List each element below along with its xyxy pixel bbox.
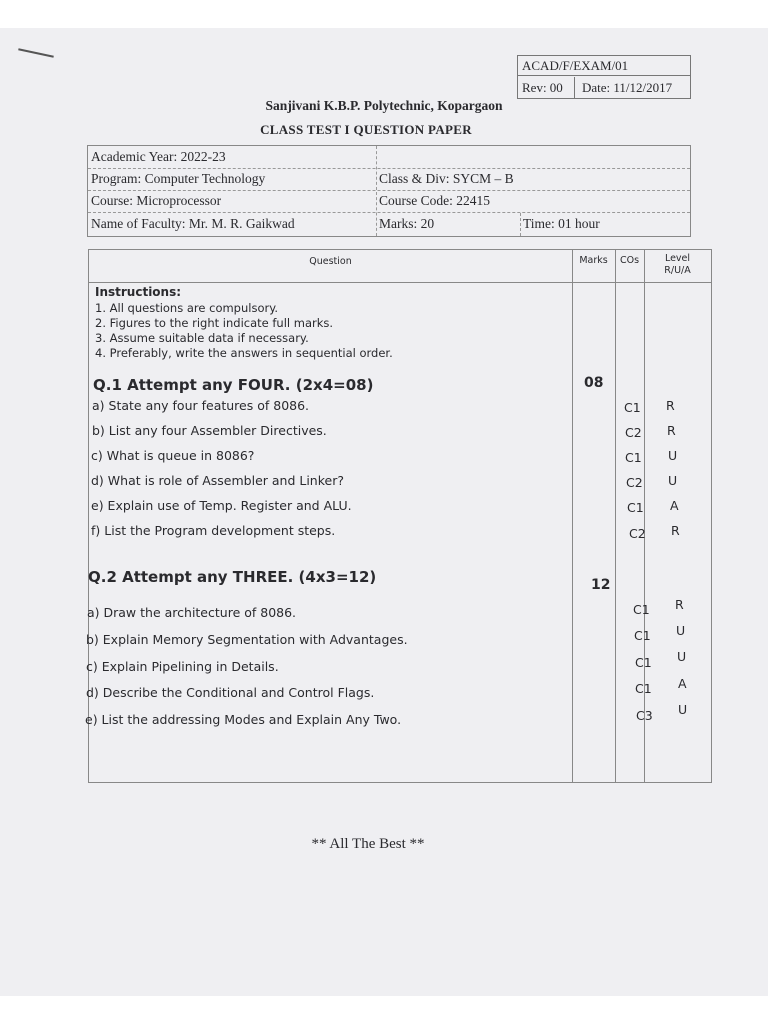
faculty: Name of Faculty: Mr. M. R. Gaikwad [91, 216, 295, 231]
q2-item-c-co: C1 [635, 655, 652, 670]
details-row [88, 213, 690, 235]
q2-item-e-level: U [678, 702, 688, 717]
q1-heading: Q.1 Attempt any FOUR. (2x4=08) [93, 376, 374, 394]
level-header: Level [664, 253, 691, 264]
q1-item-d-level: U [668, 473, 678, 488]
q1-item-a-level: R [666, 398, 675, 413]
q1-item-e-level: A [670, 498, 679, 513]
closing-note: ** All The Best ** [311, 836, 425, 852]
q1-item-c: c) What is queue in 8086? [91, 448, 255, 463]
instruction-item: 3. Assume suitable data if necessary. [95, 331, 309, 345]
q2-item-b: b) Explain Memory Segmentation with Advantages. [86, 632, 408, 647]
time-allowed: Time: 01 hour [523, 216, 600, 231]
q2-marks: 12 [591, 577, 611, 593]
q1-item-f-level: R [671, 523, 680, 538]
q1-item-b-co: C2 [625, 425, 642, 440]
q1-marks: 08 [584, 375, 604, 391]
instruction-item: 4. Preferably, write the answers in sequential order. [95, 346, 393, 360]
q1-item-f: f) List the Program development steps. [91, 523, 336, 538]
q2-item-a-level: R [675, 597, 684, 612]
instruction-item: 1. All questions are compulsory. [95, 301, 279, 315]
program: Program: Computer Technology [91, 171, 266, 186]
q1-item-d: d) What is role of Assembler and Linker? [91, 473, 344, 488]
paper-title: CLASS TEST I QUESTION PAPER [260, 122, 472, 137]
course: Course: Microprocessor [91, 193, 222, 208]
q1-item-a-co: C1 [624, 400, 641, 415]
course-code: Course Code: 22415 [379, 193, 490, 208]
institute-name: Sanjivani K.B.P. Polytechnic, Kopargaon [265, 98, 503, 113]
q2-item-d: d) Describe the Conditional and Control Flags. [86, 685, 375, 700]
details-row [88, 168, 690, 191]
details-row [88, 190, 690, 213]
level-column-line [644, 250, 645, 782]
cos-header: COs [619, 255, 640, 266]
question-header: Question [309, 256, 352, 267]
q1-item-d-co: C2 [626, 475, 643, 490]
q2-item-b-co: C1 [634, 628, 651, 643]
q1-item-a: a) State any four features of 8086. [92, 398, 310, 413]
q2-item-e-co: C3 [636, 708, 653, 723]
marks-header: Marks [579, 255, 608, 266]
marks-column-line [572, 250, 573, 782]
q2-item-c: c) Explain Pipelining in Details. [86, 659, 279, 674]
q2-item-e: e) List the addressing Modes and Explain Any Two. [85, 712, 402, 727]
instruction-item: 2. Figures to the right indicate full marks. [95, 316, 334, 330]
level-subheader: R/U/A [664, 265, 691, 276]
q1-item-e-co: C1 [627, 500, 644, 515]
q1-item-c-co: C1 [625, 450, 642, 465]
total-marks: Marks: 20 [379, 216, 435, 231]
q1-item-c-level: U [668, 448, 678, 463]
q1-item-b-level: R [667, 423, 676, 438]
q2-item-d-level: A [678, 676, 687, 691]
q1-item-f-co: C2 [629, 526, 646, 541]
form-reference-box [517, 55, 691, 99]
q1-item-b: b) List any four Assembler Directives. [92, 423, 327, 438]
q2-heading: Q.2 Attempt any THREE. (4x3=12) [88, 568, 377, 586]
form-code: ACAD/F/EXAM/01 [518, 56, 690, 76]
q2-item-d-co: C1 [635, 681, 652, 696]
cos-column-line [615, 250, 616, 782]
class-div: Class & Div: SYCM – B [379, 171, 514, 186]
q1-item-e: e) Explain use of Temp. Register and ALU. [91, 498, 352, 513]
q2-item-b-level: U [676, 623, 686, 638]
course-details-table [87, 145, 691, 237]
instructions-heading: Instructions: [95, 285, 182, 299]
form-revision: Rev: 00 [518, 77, 575, 98]
q2-item-c-level: U [677, 649, 687, 664]
academic-year: Academic Year: 2022-23 [91, 149, 226, 164]
q2-item-a: a) Draw the architecture of 8086. [87, 605, 297, 620]
details-row [88, 146, 690, 169]
q2-item-a-co: C1 [633, 602, 650, 617]
form-date: Date: 11/12/2017 [582, 80, 673, 95]
